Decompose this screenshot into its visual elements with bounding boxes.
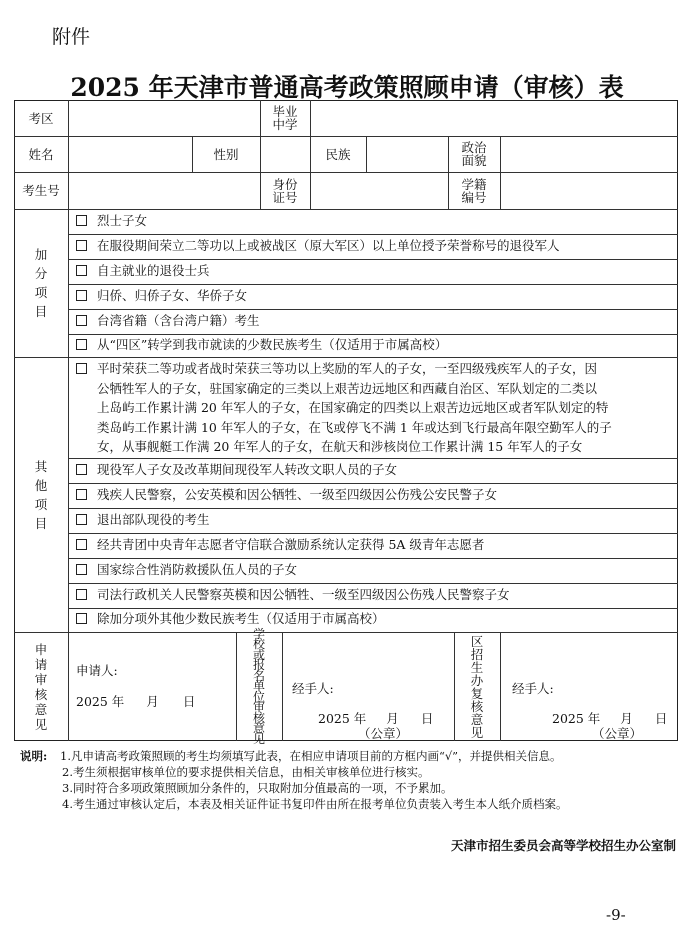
school-review-date[interactable]: 2025 年 月 日 [318, 711, 434, 726]
school-review-label: 学 校 或 报 名 单 位 审 核 意 见 [252, 626, 265, 746]
checkbox[interactable] [76, 265, 87, 276]
bonus-item[interactable]: 从“四区”转学到我市就读的少数民族考生（仅适用于市属高校） [76, 335, 447, 355]
district-review-date[interactable]: 2025 年 月 日 [552, 711, 668, 726]
checkbox[interactable] [76, 514, 87, 525]
student-id-label: 学籍 编号 [461, 176, 487, 205]
political-status-field[interactable] [500, 136, 678, 172]
bonus-item[interactable]: 自主就业的退役士兵 [76, 261, 210, 281]
graduate-school-label: 毕业 中学 [272, 104, 298, 132]
graduate-school-field[interactable] [310, 100, 678, 136]
name-label: 姓名 [28, 146, 54, 162]
ethnicity-field[interactable] [366, 136, 448, 172]
page-number: -9- [606, 906, 626, 924]
other-item[interactable]: 国家综合性消防救援队伍人员的子女 [76, 560, 297, 580]
other-item[interactable]: 现役军人子女及改革期间现役军人转改文职人员的子女 [76, 460, 397, 480]
applicant-signature-label: 申请人: [76, 663, 118, 678]
political-status-label: 政治 面貌 [461, 140, 487, 168]
opinion-label: 申 请 审 核 意 见 [34, 641, 48, 732]
school-seal-label: （公章） [358, 726, 409, 741]
district-review-label: 区 招 生 办 复 核 意 见 [470, 633, 484, 740]
checkbox[interactable] [76, 315, 87, 326]
checkbox[interactable] [76, 613, 87, 624]
candidate-no-field[interactable] [68, 172, 260, 209]
checkbox[interactable] [76, 290, 87, 301]
other-item[interactable]: 除加分项外其他少数民族考生（仅适用于市属高校） [76, 609, 385, 629]
note-item: 4.考生通过审核认定后，本表及相关证件证书复印件由所在报考单位负责装入考生本人纸介质档案。 [62, 797, 568, 811]
note-item: 1.凡申请高考政策照顾的考生均须填写此表，在相应申请项目前的方框内画“√”，并提供相关信息。 [60, 749, 562, 763]
district-seal-label: （公章） [592, 726, 643, 741]
attachment-label: 附件 [52, 26, 91, 48]
other-section-label: 其 他 项 目 [34, 458, 48, 531]
other-item[interactable]: 经共青团中央青年志愿者守信联合激励系统认定获得 5A 级青年志愿者 [76, 535, 484, 555]
other-item-military-children[interactable]: 平时荣获二等功或者战时荣获三等功以上奖励的军人的子女，一至四级残疾军人的子女，因 公牺牲军人的子女，驻国家确定的三类以上艰苦边远地区和西藏自治区、军队划定的二类以 上岛屿工作累计满 20 年军人的子女，在国家确定的四类以上艰苦边远地区或者军队划定的特 类岛屿工作累计满 10 年军人的子女，在飞或停飞不满 1 年或达到飞行最高年限空勤军人的子 女，从事舰艇工作满 20 年军人的子女，在航天和涉核岗位工作累计满 15 年军人的子女 [76, 359, 612, 457]
checkbox[interactable] [76, 215, 87, 226]
id-no-field[interactable] [310, 172, 448, 209]
gender-label: 性别 [213, 146, 239, 162]
note-item: 2.考生须根据审核单位的要求提供相关信息，由相关审核单位进行核实。 [62, 765, 430, 779]
checkbox[interactable] [76, 589, 87, 600]
bonus-section-label: 加 分 项 目 [34, 247, 48, 319]
district-handler-label: 经手人: [512, 681, 554, 696]
checkbox[interactable] [76, 339, 87, 350]
student-id-field[interactable] [500, 172, 678, 209]
applicant-date[interactable]: 2025 年 月 日 [76, 694, 196, 709]
other-item[interactable]: 退出部队现役的考生 [76, 510, 210, 530]
bonus-item[interactable]: 台湾省籍（含台湾户籍）考生 [76, 311, 260, 331]
checkbox[interactable] [76, 240, 87, 251]
other-item[interactable]: 残疾人民警察，公安英模和因公牺牲、一级至四级因公伤残公安民警子女 [76, 485, 497, 505]
candidate-no-label: 考生号 [22, 183, 60, 198]
checkbox[interactable] [76, 464, 87, 475]
checkbox[interactable] [76, 539, 87, 550]
gender-field[interactable] [260, 136, 310, 172]
form-title: 2025 年天津市普通高考政策照顾申请（审核）表 [70, 73, 624, 102]
id-no-label: 身份 证号 [272, 176, 298, 205]
ethnicity-label: 民族 [325, 146, 351, 162]
school-handler-label: 经手人: [292, 681, 334, 696]
issuing-office: 天津市招生委员会高等学校招生办公室制 [450, 838, 676, 853]
checkbox[interactable] [76, 363, 87, 374]
name-field[interactable] [68, 136, 192, 172]
notes-label: 说明: [20, 749, 48, 763]
note-item: 3.同时符合多项政策照顾加分条件的，只取附加分值最高的一项，不予累加。 [62, 781, 453, 795]
other-item[interactable]: 司法行政机关人民警察英模和因公牺牲、一级至四级因公伤残人民警察子女 [76, 585, 510, 605]
bonus-item[interactable]: 烈士子女 [76, 211, 147, 231]
exam-area-field[interactable] [68, 100, 260, 136]
bonus-item[interactable]: 在服役期间荣立二等功以上或被战区（原大军区）以上单位授予荣誉称号的退役军人 [76, 236, 560, 256]
checkbox[interactable] [76, 489, 87, 500]
bonus-item[interactable]: 归侨、归侨子女、华侨子女 [76, 286, 247, 306]
checkbox[interactable] [76, 564, 87, 575]
exam-area-label: 考区 [28, 110, 54, 126]
